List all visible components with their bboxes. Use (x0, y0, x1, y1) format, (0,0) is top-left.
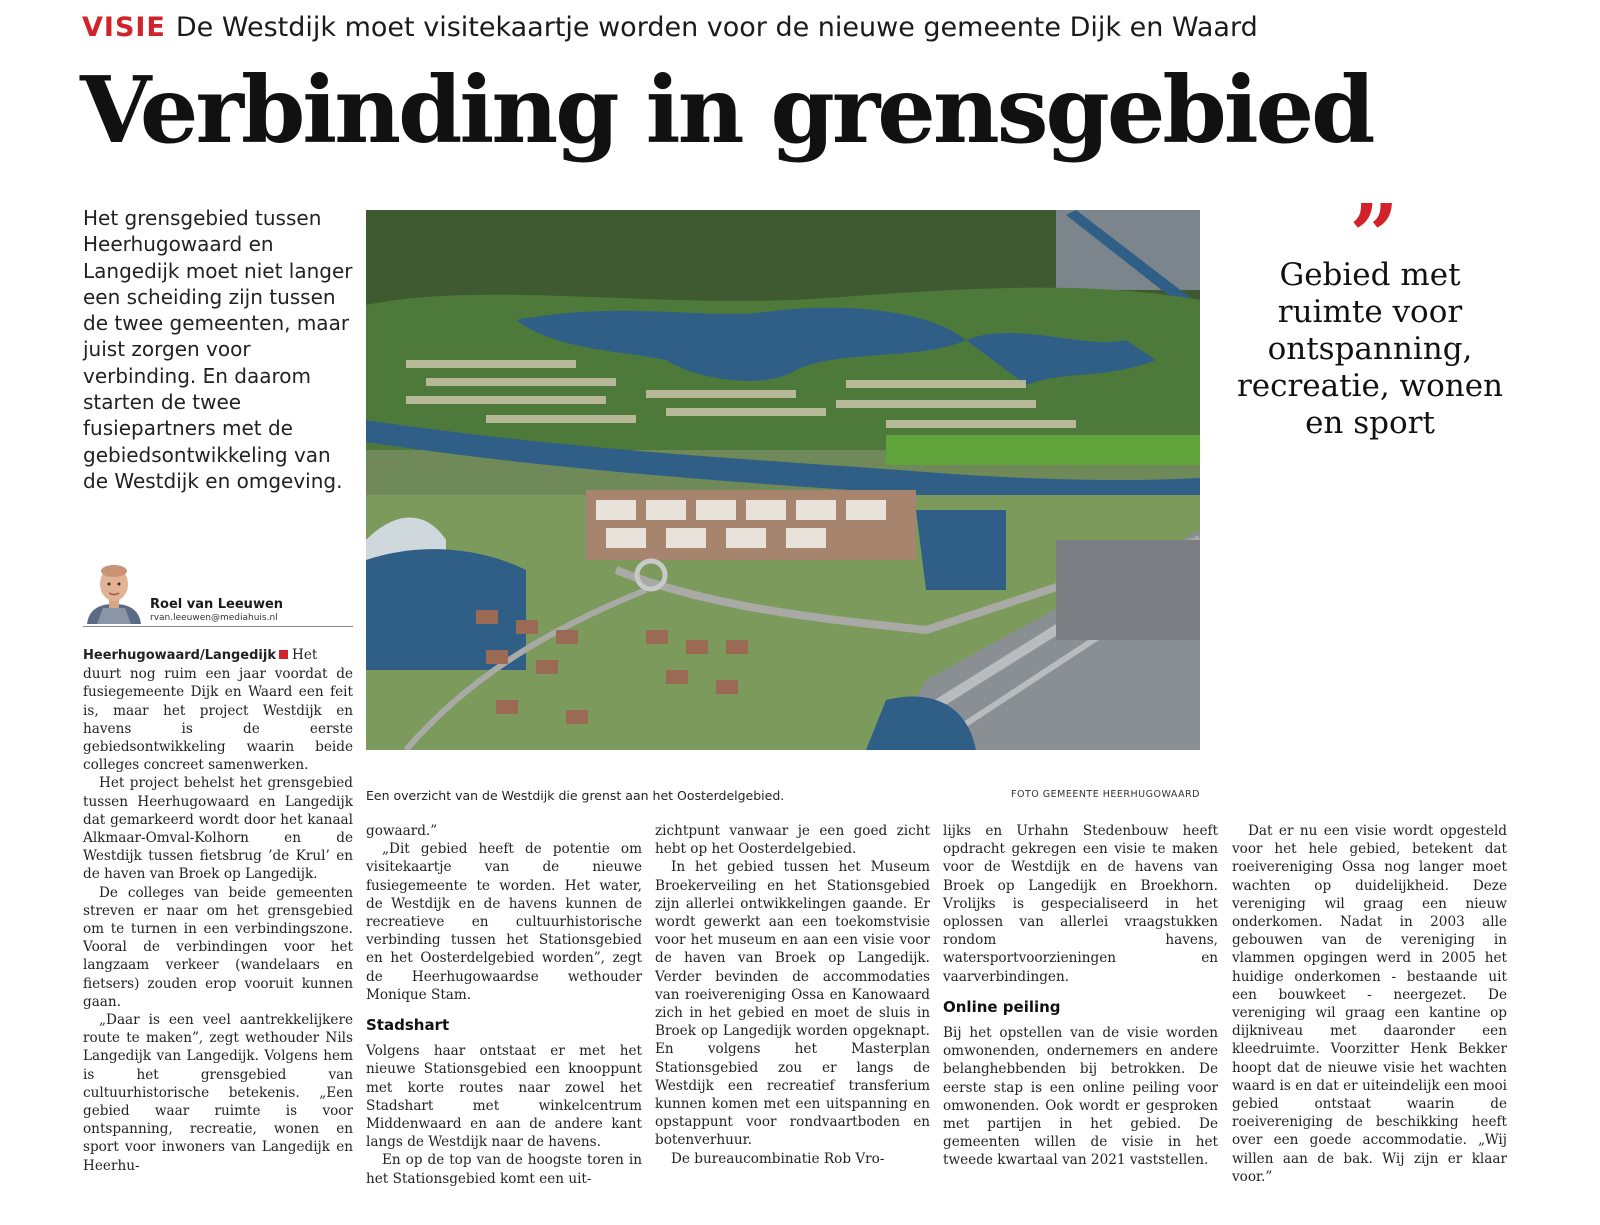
article-paragraph: Het project behelst het grensgebied tussen Heerhugowaard en Langedijk dat gemarkeerd wordt door het kanaal Alkmaar-Omval-Kolhorn en de Westdijk tussen fietsbrug ’de Krul’ en de haven van Broek op Langedijk. (83, 775, 353, 883)
article-column-1 (83, 646, 353, 1175)
article-paragraph: Volgens haar ontstaat er met het nieuwe Stationsgebied een knooppunt met korte routes naar zowel het Stadshart met winkelcentrum Middenwaard en aan de andere kant langs de Westdijk naar de havens. (366, 1043, 642, 1151)
kicker (82, 12, 1258, 43)
section-tag: VISIE (82, 12, 166, 43)
author-divider (83, 626, 353, 627)
subheading-online-peiling: Online peiling (943, 997, 1061, 1016)
pull-quote (1225, 186, 1515, 442)
author-email[interactable]: rvan.leeuwen@mediahuis.nl (150, 613, 278, 623)
article-column-3 (655, 822, 930, 1168)
article-paragraph: „Daar is een veel aantrekkelijkere route te maken”, zegt wethouder Nils Langedijk van Langedijk. Volgens hem is het grensgebied van cultuurhistorische betekenis. „Een gebied waar ruimte is voor ontspanning, recreatie, wonen en sport voor inwoners van Langedijk en Heerhu- (83, 1012, 353, 1174)
article-paragraph: De colleges van beide gemeenten streven er naar om het grensgebied om te turnen in een verbindingszone. Vooral de verbindingen voor het langzaam verkeer (wandelaars en fietsers) zouden erop vooruit kunnen gaan. (83, 884, 353, 1010)
article-column-5 (1232, 822, 1507, 1186)
author-name: Roel van Leeuwen (150, 597, 284, 612)
intro-text: Het grensgebied tussen Heerhugowaard en Langedijk moet niet langer een scheiding zijn tussen de twee gemeenten, maar juist zorgen voor verbinding. En daarom starten de twee fusiepartners met de gebiedsontwikkeling van de Westdijk en omgeving. (83, 206, 353, 493)
article-paragraph: lijks en Urhahn Stedenbouw heeft opdracht gekregen een visie te maken voor de Westdijk en de havens van Broek op Langedijk en Broekhorn. Vrolijks is gespecialiseerd in het oplossen van allerlei vraagstukken rondom havens, watersportvoorzieningen en vaarverbindingen. (943, 823, 1218, 985)
article-paragraph: De bureaucombinatie Rob Vro- (671, 1150, 885, 1167)
quote-mark-icon: ” (1349, 186, 1391, 287)
article-paragraph: „Dit gebied heeft de potentie om visitekaartje van de nieuwe fusiegemeente te worden. Het water, de Westdijk en de havens kunnen de recreatieve en cultuurhistorische verbinding tussen het Stationsgebied en het Oosterdelgebied worden”, zegt de Heerhugowaardse wethouder Monique Stam. (366, 841, 642, 1003)
dateline: Heerhugowaard/Langedijk (83, 648, 276, 663)
article-column-4 (943, 822, 1218, 1170)
author-avatar (83, 560, 145, 624)
article-column-2 (366, 822, 642, 1188)
article-paragraph: En op de top van de hoogste toren in het Stationsgebied komt een uit- (366, 1152, 642, 1187)
article-paragraph: gowaard.” (366, 823, 438, 839)
quote-text: Gebied met ruimte voor ontspanning, recreatie, wonen en sport (1236, 257, 1504, 441)
subheading-stadshart: Stadshart (366, 1016, 450, 1035)
article-paragraph: Bij het opstellen van de visie worden omwonenden, ondernemers en andere belanghebbenden bij betrokken. De eerste stap is een online peiling voor omwonenden. Ook wordt er gesproken met partijen in het gebied. De gemeenten willen de visie in het tweede kwartaal van 2021 vaststellen. (943, 1025, 1218, 1169)
photo-caption (366, 788, 1200, 803)
article-paragraph: In het gebied tussen het Museum Broekerveiling en het Stationsgebied zijn allerlei ontwikkelingen gaande. Er wordt gewerkt aan een toekomstvisie voor het museum en aan een visie voor de haven van Broek op Langedijk. Verder bevinden de accommodaties van roeivereniging Ossa en Kanowaard zich in het gebied en moet de sluis in Broek op Langedijk worden opgeknapt. En volgens het Masterplan Stationsgebied zou er langs de Westdijk een recreatief transferium kunnen komen met een uitspanning en opstappunt voor rondvaartboden en botenverhuur. (655, 859, 930, 1149)
dateline-bullet-icon (279, 650, 288, 659)
caption-text: Een overzicht van de Westdijk die grenst aan het Oosterdelgebied. (366, 788, 785, 803)
paragraph-text: Het duurt nog ruim een jaar voordat de fusiegemeente Dijk en Waard een feit is, maar het project Westdijk en havens is de eerste gebiedsontwikkeling waarin beide colleges concreet samenwerken. (83, 647, 353, 774)
photo-credit: FOTO GEMEENTE HEERHUGOWAARD (1011, 789, 1200, 800)
headline: Verbinding in grensgebied (80, 56, 1373, 164)
article-paragraph: Dat er nu een visie wordt opgesteld voor het hele gebied, betekent dat roeivereniging Ossa nog langer moet wachten op duidelijkheid. Deze vereniging wil graag een nieuw onderkomen. Nadat in 2003 alle gebouwen van de vereniging in vlammen opgingen werd in 2005 het huidige onderkomen - bestaande uit een bouwkeet - neergezet. De vereniging wil graag een kantine op dijkniveau met daaronder een kleedruimte. Voorzitter Henk Bekker hoopt dat de nieuwe visie het wachten waard is en dat er uiteindelijk een mooi gebied ontstaat waarin de roeivereniging de beschikking heeft over een goede accommodatie. „Wij willen aan de bak. Wij zijn er klaar voor.” (1232, 823, 1507, 1185)
kicker-text: De Westdijk moet visitekaartje worden voor de nieuwe gemeente Dijk en Waard (175, 12, 1258, 43)
article-paragraph (83, 646, 353, 774)
aerial-photo (366, 210, 1200, 750)
article-paragraph: zichtpunt vanwaar je een goed zicht hebt op het Oosterdelgebied. (655, 823, 930, 858)
